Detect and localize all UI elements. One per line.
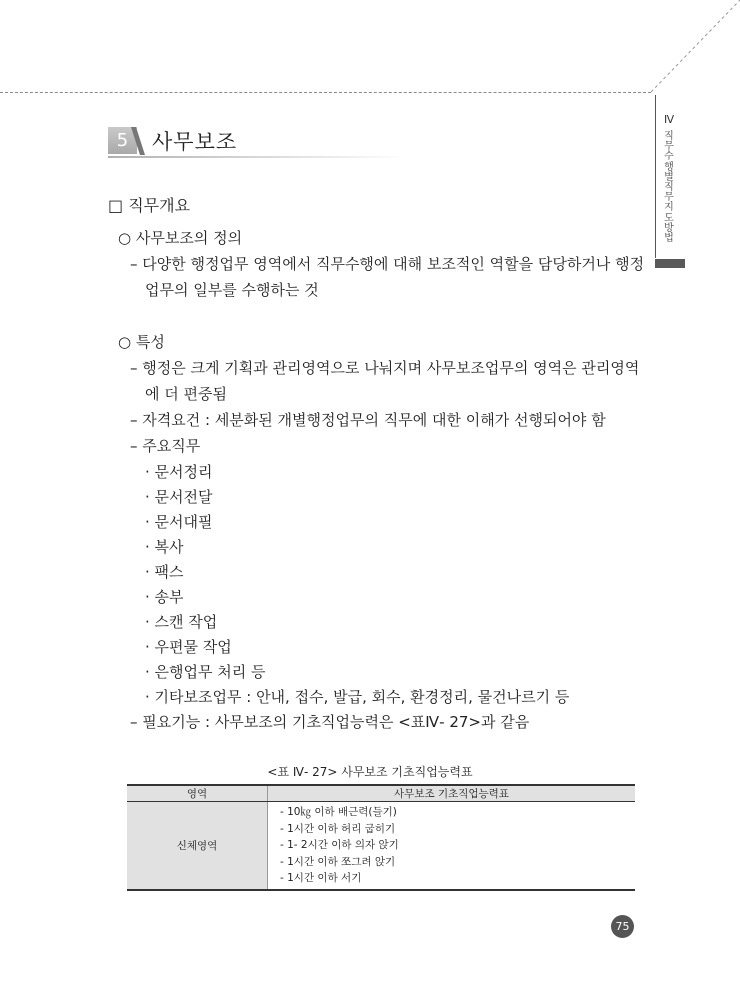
chapter-roman-numeral: Ⅳ: [664, 113, 675, 126]
duty-item: · 은행업무 처리 등: [145, 663, 266, 681]
ability-item: - 10㎏ 이하 배근력(들기): [280, 806, 397, 818]
table-caption: <표 Ⅳ- 27> 사무보조 기초직업능력표: [267, 765, 473, 779]
section-title: 사무보조: [152, 130, 238, 154]
ability-item: - 1시간 이하 허리 굽히기: [280, 822, 396, 835]
table-header-area: 영역: [127, 785, 268, 802]
table-cell-area: 신체영역: [127, 802, 268, 890]
duty-item: · 복사: [145, 538, 184, 556]
duty-item: · 문서정리: [145, 463, 213, 481]
definition-line-2: 업무의 일부를 수행하는 것: [145, 281, 319, 299]
ability-item: - 1- 2시간 이하 의자 앉기: [280, 839, 399, 851]
feature-2: – 자격요건 : 세분화된 개별행정업무의 직무에 대한 이해가 선행되어야 함: [130, 411, 606, 429]
features-heading: ○ 특성: [118, 333, 165, 351]
page-corner-fold: [640, 0, 740, 100]
feature-1-line-2: 에 더 편중됨: [145, 385, 227, 403]
section-number-badge: 5: [108, 127, 137, 154]
definition-line-1: – 다양한 행정업무 영역에서 직무수행에 대해 보조적인 역할을 담당하거나 행정: [130, 255, 645, 273]
feature-4: – 필요기능 : 사무보조의 기초직업능력은 <표Ⅳ- 27>과 같음: [130, 713, 530, 731]
table-row: [127, 802, 635, 890]
duty-item: · 팩스: [145, 563, 184, 581]
side-tab-bar: [655, 259, 685, 268]
ability-item: - 1시간 이하 서기: [280, 872, 362, 884]
feature-1-line-1: – 행정은 크게 기획과 관리영역으로 나눠지며 사무보조업무의 영역은 관리영역: [130, 359, 640, 377]
duty-item: · 송부: [145, 588, 184, 606]
definition-heading: ○ 사무보조의 정의: [118, 229, 243, 247]
duty-item: · 기타보조업무 : 안내, 접수, 발급, 회수, 환경정리, 물건나르기 등: [145, 688, 570, 706]
duty-item: · 문서전달: [145, 488, 213, 506]
ability-item: - 1시간 이하 쪼그려 앉기: [280, 855, 396, 868]
header-dashed-line: [0, 92, 651, 93]
page-number: 75: [611, 915, 634, 938]
duty-item: · 스캔 작업: [145, 613, 218, 631]
table-cell-abilities: [268, 802, 636, 890]
side-tab-rule: [655, 95, 656, 258]
overview-heading: □ 직무개요: [108, 196, 191, 215]
ability-table: [127, 784, 635, 891]
duty-item: · 문서대필: [145, 513, 213, 531]
section-badge-slash: [131, 125, 145, 157]
feature-3: – 주요직무: [130, 437, 201, 455]
table-header-row: [127, 785, 635, 802]
duty-item: · 우편물 작업: [145, 638, 232, 656]
section-underline: [108, 156, 408, 158]
table-header-ability: 사무보조 기초직업능력표: [268, 785, 636, 802]
chapter-vertical-title: 직무수행별 직무지도방법: [664, 131, 674, 245]
